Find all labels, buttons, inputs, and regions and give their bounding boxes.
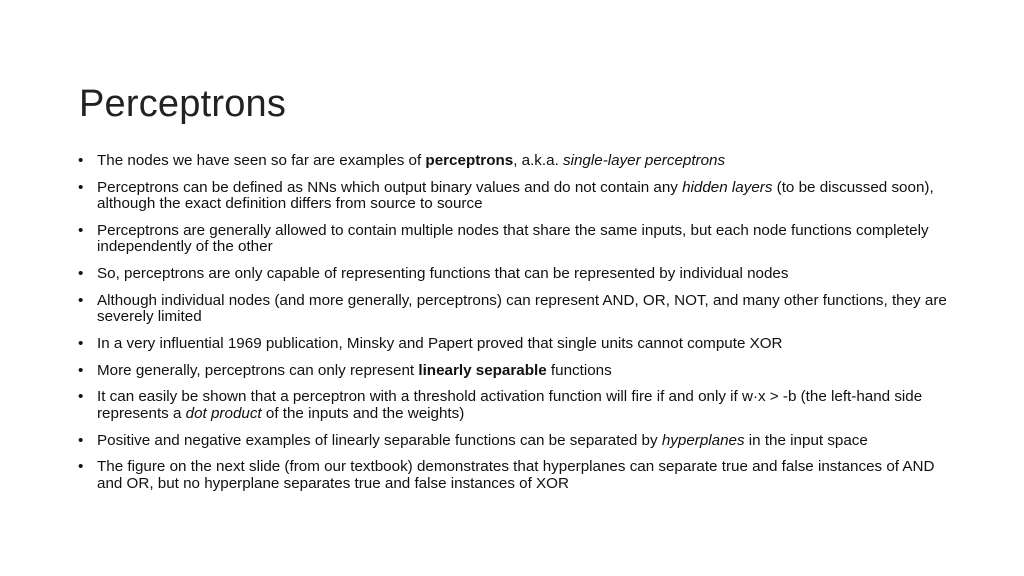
bullet-item xyxy=(78,459,958,492)
italic-term: single-layer perceptrons xyxy=(563,152,726,169)
bullet-text: in the input space xyxy=(744,431,868,449)
bullet-text: Perceptrons are generally allowed to contain multiple nodes that share the same inputs, but each node functions completely independently of the other xyxy=(97,221,929,256)
bullet-item xyxy=(78,266,958,283)
bullet-text: The figure on the next slide (from our textbook) demonstrates that hyperplanes can separate true and false instances of AND and OR, but no hyperplane separates true and false instances of XOR xyxy=(97,458,935,492)
bullet-item xyxy=(78,180,958,213)
bullet-text: functions xyxy=(546,361,612,379)
bullet-text: It can easily be shown that a perceptron with a threshold activation function will fire if and only if w·x > -b (the left-hand side represents a xyxy=(97,388,923,422)
bold-term: perceptrons xyxy=(425,152,514,169)
italic-term: dot product xyxy=(185,404,262,422)
bullet-text: of the inputs and the weights) xyxy=(261,404,465,422)
bullet-item xyxy=(78,153,958,170)
bullet-item xyxy=(78,363,958,380)
italic-term: hidden layers xyxy=(682,178,773,196)
bullet-text: Perceptrons can be defined as NNs which output binary values and do not contain any xyxy=(97,178,683,196)
italic-term: hyperplanes xyxy=(661,431,745,449)
bullet-item xyxy=(78,223,958,256)
bullet-item xyxy=(78,293,958,326)
bullet-text: In a very influential 1969 publication, Minsky and Papert proved that single units cannot compute XOR xyxy=(97,334,783,352)
bullet-item xyxy=(78,389,958,422)
bullet-text: , a.k.a. xyxy=(513,152,564,169)
bullet-text: The nodes we have seen so far are examples of xyxy=(97,152,426,169)
bullet-item xyxy=(78,336,958,353)
bullet-item xyxy=(78,433,958,450)
slide-title: Perceptrons xyxy=(79,83,287,126)
bullet-text: So, perceptrons are only capable of representing functions that can be represented by individual nodes xyxy=(97,265,789,283)
bold-term: linearly separable xyxy=(418,361,547,379)
bullet-list xyxy=(78,153,958,502)
bullet-text: Positive and negative examples of linearly separable functions can be separated by xyxy=(97,431,662,449)
bullet-text: More generally, perceptrons can only represent xyxy=(97,361,419,379)
bullet-text: Although individual nodes (and more generally, perceptrons) can represent AND, OR, NOT, and many other functions, they are severely limited xyxy=(97,291,947,326)
bullet-text: (to be discussed soon), although the exact definition differs from source to source xyxy=(97,178,934,213)
